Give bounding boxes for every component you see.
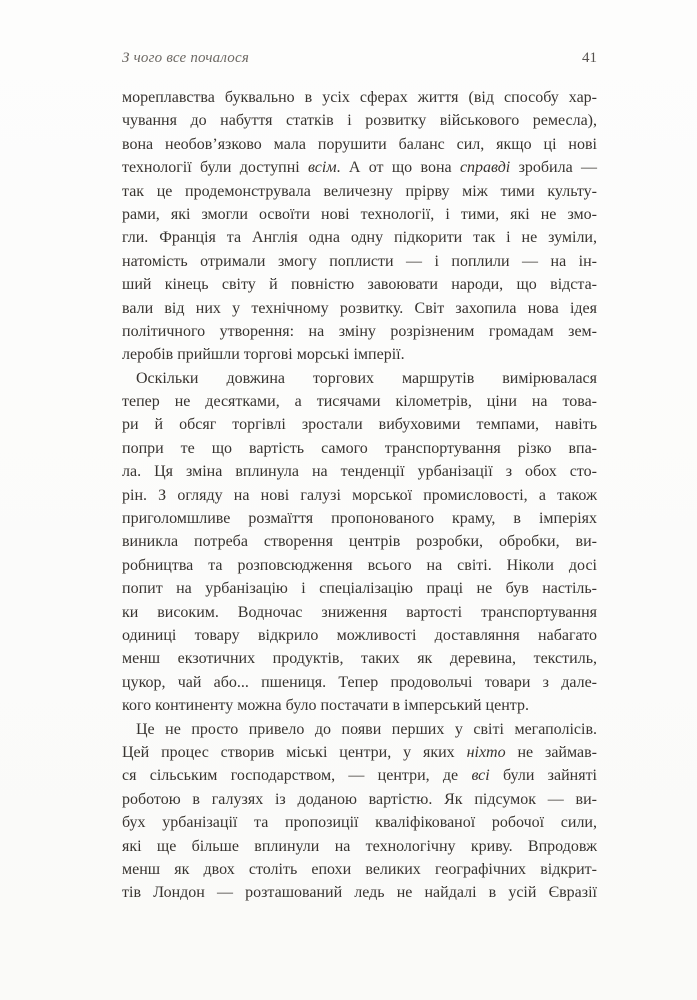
- text-line: [122, 156, 597, 179]
- text-segment: які ще більше вплинули на технологічну криву. Впродовж: [122, 837, 597, 855]
- text-segment: ла. Ця зміна вплинула на тенденції урбанізації з обох сто-: [122, 463, 597, 481]
- text-segment: . А от що вона: [336, 159, 460, 177]
- text-segment: так це продемонструвала величезну прірву між тими культу-: [122, 182, 597, 200]
- text-line: [122, 507, 597, 530]
- text-segment: роботою в галузях із доданою вартістю. Як підсумок — ви-: [122, 790, 597, 808]
- running-head: [122, 50, 597, 70]
- emphasized-text: всі: [471, 767, 490, 785]
- text-line: [122, 647, 597, 670]
- text-line: [122, 413, 597, 436]
- text-segment: були зайняті: [489, 767, 598, 785]
- text-line: [122, 694, 597, 717]
- text-line: [122, 601, 597, 624]
- text-segment: вона необов’язково мала порушити баланс сил, якщо ці нові: [122, 135, 597, 153]
- text-line: [122, 718, 597, 741]
- running-title: З чого все почалося: [122, 50, 250, 66]
- text-line: [122, 858, 597, 881]
- text-line: [122, 530, 597, 553]
- text-segment: одиниці товару відкрило можливості доставляння набагато: [122, 626, 597, 644]
- text-segment: ся сільським господарством, — центри, де: [122, 767, 472, 785]
- text-segment: леробів прийшли торгові морські імперії.: [122, 346, 405, 364]
- text-segment: вали від них у технічному розвитку. Світ захопила нова ідея: [122, 299, 597, 317]
- text-line: [122, 788, 597, 811]
- emphasized-text: справді: [459, 159, 511, 177]
- page-body: [122, 86, 597, 905]
- text-segment: менш як двох століть епохи великих географічних відкрит-: [122, 860, 597, 878]
- text-line: [122, 320, 597, 343]
- text-segment: рами, які змогли освоїти нові технології, і тими, які не змо-: [122, 205, 597, 223]
- text-segment: ший кінець світу й повністю завоювати народи, що відста-: [122, 276, 597, 294]
- text-line: [122, 297, 597, 320]
- text-line: [122, 180, 597, 203]
- page-number: 41: [582, 50, 597, 66]
- text-line: [122, 577, 597, 600]
- text-line: [122, 203, 597, 226]
- text-segment: мореплавства буквально в усіх сферах життя (від способу хар-: [122, 89, 597, 106]
- text-segment: гли. Франція та Англія одна одну підкорити так і не зуміли,: [122, 229, 597, 247]
- text-segment: ки високим. Водночас зниження вартості транспортування: [122, 603, 597, 621]
- text-line: [122, 881, 597, 904]
- text-segment: кого континенту можна було постачати в імперський центр.: [122, 697, 529, 715]
- text-segment: натомість отримали змогу поплисти — і поплили — на ін-: [122, 252, 597, 270]
- text-segment: чування до набуття статків і розвитку військового ремесла),: [122, 112, 597, 130]
- text-segment: виникла потреба створення центрів розробки, обробки, ви-: [122, 533, 597, 551]
- text-segment: не займав-: [505, 743, 597, 761]
- text-line: [122, 624, 597, 647]
- text-segment: Оскільки довжина торгових маршрутів вимірювалася: [136, 369, 597, 387]
- emphasized-text: всім: [308, 159, 337, 177]
- text-segment: ри й обсяг торгівлі зростали вибуховими темпами, навіть: [122, 416, 597, 434]
- text-segment: політичного утворення: на зміну розрізненим громадам зем-: [122, 322, 597, 340]
- text-line: [122, 811, 597, 834]
- text-line: [122, 484, 597, 507]
- text-segment: цукор, чай або... пшениця. Тепер продовольчі товари з дале-: [122, 673, 597, 691]
- text-line: [122, 109, 597, 132]
- text-line: [122, 133, 597, 156]
- text-line: [122, 460, 597, 483]
- text-segment: Цей процес створив міські центри, у яких: [122, 743, 467, 761]
- text-line: [122, 86, 597, 109]
- text-segment: зробила —: [510, 159, 598, 177]
- text-line: [122, 554, 597, 577]
- text-segment: технології були доступні: [122, 159, 309, 177]
- text-segment: робництва та розповсюдження всього на світі. Ніколи досі: [122, 556, 597, 574]
- text-segment: тів Лондон — розташований ледь не найдалі в усій Євразії: [122, 884, 597, 902]
- text-segment: попит на урбанізацію і спеціалізацію праці не був настіль-: [122, 580, 597, 598]
- text-line: [122, 437, 597, 460]
- text-line: [122, 390, 597, 413]
- text-segment: рін. З огляду на нові галузі морської промисловості, а також: [122, 486, 597, 504]
- text-line: [122, 273, 597, 296]
- text-segment: менш екзотичних продуктів, таких як деревина, текстиль,: [122, 650, 597, 668]
- text-segment: бух урбанізації та пропозиції кваліфікованої робочої сили,: [122, 814, 597, 832]
- text-line: [122, 367, 597, 390]
- text-line: [122, 741, 597, 764]
- emphasized-text: ніхто: [466, 743, 506, 761]
- text-line: [122, 764, 597, 787]
- text-segment: Це не просто привело до появи перших у світі мегаполісів.: [136, 720, 597, 738]
- text-segment: тепер не десятками, а тисячами кілометрів, ціни на това-: [122, 393, 597, 411]
- text-line: [122, 226, 597, 249]
- text-segment: попри те що вартість самого транспортування різко впа-: [122, 439, 597, 457]
- text-line: [122, 835, 597, 858]
- text-segment: приголомшливе розмаїття пропонованого краму, в імперіях: [122, 510, 597, 528]
- text-line: [122, 250, 597, 273]
- text-line: [122, 671, 597, 694]
- text-line: [122, 343, 597, 366]
